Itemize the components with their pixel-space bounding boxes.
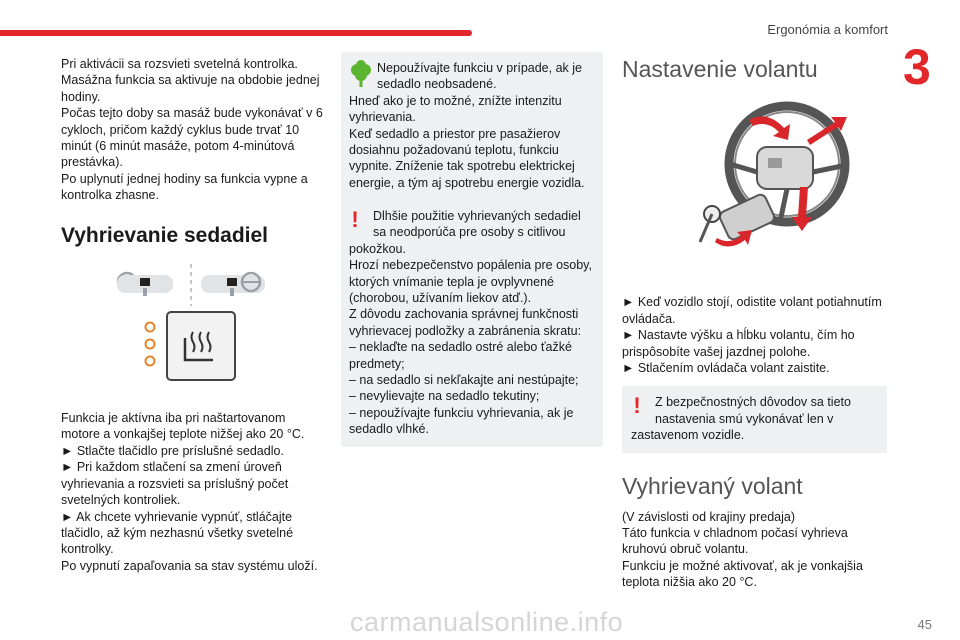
warning-text: Dlhšie použitie vyhrievaných sedadiel sa neodporúča pre osoby s citlivou pokožkou. bbox=[349, 209, 581, 256]
page-number: 45 bbox=[917, 617, 932, 632]
steering-wheel-icon-right bbox=[201, 273, 265, 296]
steering-wheel-adjust-illustration bbox=[622, 92, 887, 262]
heated-seat-button-icon bbox=[167, 312, 235, 380]
step-item: ► Ak chcete vyhrievanie vypnúť, stláčajte tlačidlo, až kým nezhasnú všetky svetelné kontrolky. bbox=[61, 509, 294, 557]
step-item: ► Stlačením ovládača volant zaistite. bbox=[622, 361, 830, 376]
heading-seat-heating: Vyhrievanie sedadiel bbox=[61, 223, 268, 247]
column-steering bbox=[622, 56, 887, 591]
heading-steering-adjustment: Nastavenie volantu bbox=[622, 56, 818, 82]
note-text: Hneď ako je to možné, znížte intenzitu vyhrievania. bbox=[349, 93, 562, 125]
eco-leaf-icon bbox=[349, 60, 373, 88]
warning-text: Z bezpečnostných dôvodov sa tieto nastavenia smú vykonávať len v zastavenom vozidle. bbox=[631, 395, 851, 443]
section-title: Ergonómia a komfort bbox=[767, 22, 888, 37]
warning-exclamation-icon: ! bbox=[351, 207, 359, 232]
step-item: ► Pri každom stlačení sa zmení úroveň vyhrievania a rozsvieti sa príslušný počet svetelných kontroliek. bbox=[61, 460, 289, 508]
warning-list-item: – nevylievajte na sedadlo tekutiny; bbox=[349, 389, 540, 404]
indicator-lights-icon bbox=[146, 322, 155, 365]
warning-list-item: – neklaďte na sedadlo ostré alebo ťažké predmety; bbox=[349, 340, 572, 371]
paragraph: Po vypnutí zapaľovania sa stav systému uloží. bbox=[61, 558, 318, 573]
note-text: Nepoužívajte funkciu v prípade, ak je sedadlo neobsadené. bbox=[377, 61, 582, 92]
note-text: Keď sedadlo a priestor pre pasažierov dosiahnu požadovanú teplotu, funkciu vypnite. Zníženie tak spotrebu elektrickej energie, a tým aj spotrebu energie vozidla. bbox=[349, 126, 585, 190]
paragraph: Masážna funkcia sa aktivuje na obdobie jednej hodiny. bbox=[61, 73, 320, 104]
step-item: ► Keď vozidlo stojí, odistite volant potiahnutím ovládača. bbox=[622, 295, 882, 326]
warning-list-item: – na sedadlo si nekľakajte ani nestúpajte; bbox=[349, 373, 579, 388]
warning-box-seat bbox=[341, 200, 603, 447]
chapter-progress-bar bbox=[0, 30, 472, 36]
paragraph: Pri aktivácii sa rozsvieti svetelná kontrolka. bbox=[61, 57, 298, 71]
paragraph: Funkcia je aktívna iba pri naštartovanom motore a vonkajšej teplote nižšej ako 20 °C. bbox=[61, 411, 305, 442]
step-item: ► Nastavte výšku a hĺbku volantu, čím ho prispôsobíte vašej jazdnej polohe. bbox=[622, 328, 855, 359]
eco-note-box bbox=[341, 52, 603, 200]
seat-heating-illustration bbox=[61, 264, 323, 394]
paragraph: Počas tejto doby sa masáž bude vykonávať v 6 cykloch, pričom každý cyklus bude trvať 10 minút (6 minút masáže, potom 4-minútová prestávka). bbox=[61, 106, 323, 170]
step-item: ► Stlačte tlačidlo pre príslušné sedadlo. bbox=[61, 443, 284, 458]
paragraph: (V závislosti od krajiny predaja) bbox=[622, 509, 795, 524]
warning-text: Z dôvodu zachovania správnej funkčnosti vyhrievacej podložky a zabránenia skratu: bbox=[349, 307, 582, 338]
warning-exclamation-icon: ! bbox=[633, 393, 641, 419]
column-seat-heating bbox=[61, 56, 323, 574]
warning-text: Hrozí nebezpečenstvo popálenia pre osoby, ktorých vnímanie tepla je ovplyvnené (chorobou, užívaním liekov atď.). bbox=[349, 258, 592, 306]
paragraph: Po uplynutí jednej hodiny sa funkcia vypne a kontrolka zhasne. bbox=[61, 171, 308, 203]
warning-list-item: – nepoužívajte funkciu vyhrievania, ak je sedadlo vlhké. bbox=[349, 405, 574, 437]
chapter-number: 3 bbox=[903, 39, 931, 95]
warning-box-steering bbox=[622, 386, 887, 452]
paragraph: Táto funkcia v chladnom počasí vyhrieva kruhovú obruč volantu. bbox=[622, 526, 848, 557]
steering-wheel-icon-left bbox=[117, 273, 173, 296]
paragraph: Funkciu je možné aktivovať, ak je vonkajšia teplota nižšia ako 20 °C. bbox=[622, 558, 863, 590]
heading-heated-steering: Vyhrievaný volant bbox=[622, 472, 803, 499]
watermark: carmanualsonline.info bbox=[350, 607, 624, 637]
